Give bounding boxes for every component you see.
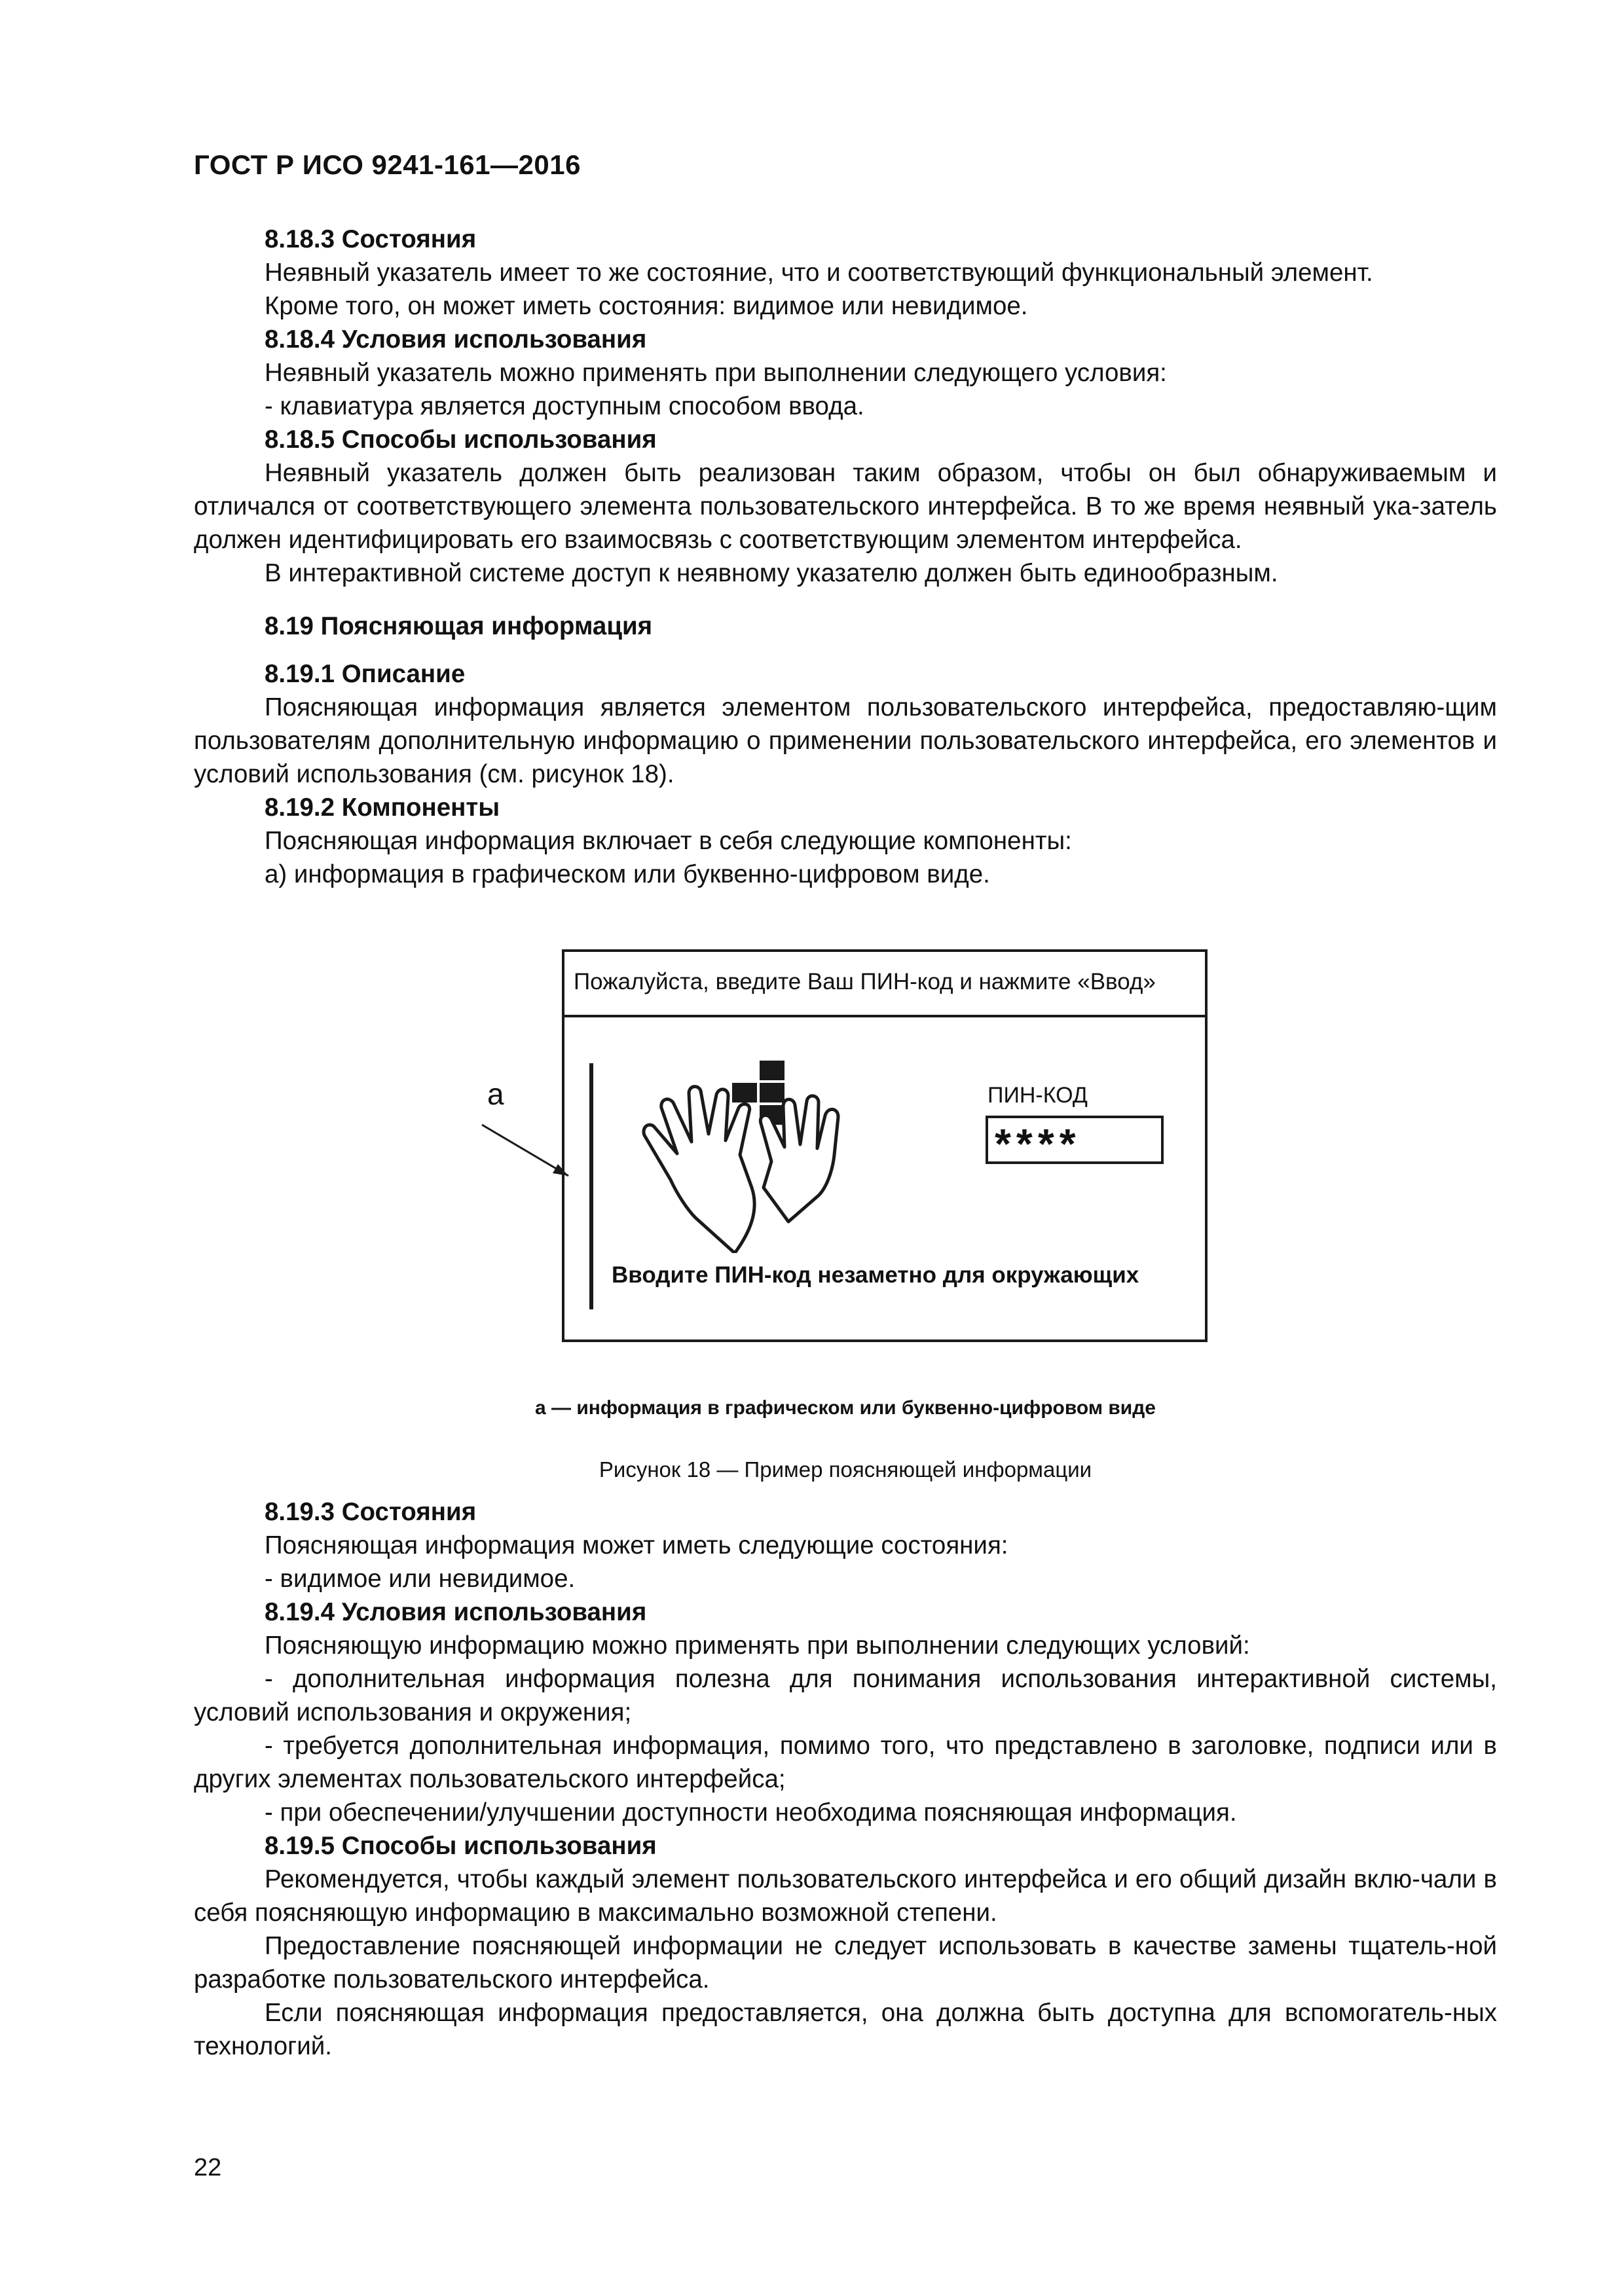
- heading-8-18-5: 8.18.5 Способы использования: [265, 426, 657, 454]
- paragraph: Неявный указатель можно применять при выполнении следующего условия:: [265, 359, 1167, 387]
- list-item: - при обеспечении/улучшении доступности необходима поясняющая информация.: [265, 1798, 1237, 1827]
- body-upper: [194, 223, 1497, 891]
- figure-caption: Рисунок 18 — Пример поясняющей информации: [599, 1457, 1092, 1482]
- heading-8-18-4: 8.18.4 Условия использования: [265, 325, 647, 354]
- list-item: - видимое или невидимое.: [265, 1565, 576, 1593]
- paragraph: В интерактивной системе доступ к неявному указателю должен быть единообразным.: [265, 559, 1278, 587]
- explanatory-hint: Вводите ПИН-код незаметно для окружающих: [612, 1262, 1139, 1288]
- paragraph: Поясняющая информация является элементом пользовательского интерфейса, предоставляю-щим пользователям дополнительную информацию о применении пользовательского интерфейса, его элементов и условий использования (см. рисунок 18).: [194, 693, 1497, 788]
- figure-18: [194, 917, 1497, 1506]
- paragraph: Предоставление поясняющей информации не следует использовать в качестве замены тщатель-ной разработке пользовательского интерфейса.: [194, 1932, 1497, 1994]
- paragraph: Неявный указатель имеет то же состояние, что и соответствующий функциональный элемент.: [265, 259, 1373, 287]
- list-item: а) информация в графическом или буквенно-цифровом виде.: [265, 860, 990, 888]
- list-item: - дополнительная информация полезна для понимания использования интерактивной системы, условий использования и окружения;: [194, 1665, 1497, 1726]
- pin-label: ПИН-КОД: [987, 1083, 1088, 1108]
- info-marker-bar: [589, 1063, 596, 1312]
- heading-8-19-3: 8.19.3 Состояния: [265, 1498, 477, 1526]
- heading-8-19-1: 8.19.1 Описание: [265, 660, 466, 688]
- paragraph: Поясняющая информация включает в себя следующие компоненты:: [265, 827, 1072, 855]
- paragraph: Если поясняющая информация предоставляется, она должна быть доступна для вспомогатель-ных технологий.: [194, 1999, 1497, 2060]
- paragraph: Неявный указатель должен быть реализован таким образом, чтобы он был обнаруживаемым и отличался от соответствующего элемента пользовательского интерфейса. В то же время неявный ука-затель должен идентифицировать его взаимосвязь с соответствующим элементом интерфейса.: [194, 459, 1497, 554]
- heading-8-19-2: 8.19.2 Компоненты: [265, 793, 500, 822]
- list-item: - клавиатура является доступным способом ввода.: [265, 392, 864, 420]
- screen-prompt: Пожалуйста, введите Ваш ПИН-код и нажмите «Ввод»: [574, 969, 1156, 994]
- screen-prompt-bar: [564, 952, 1205, 1017]
- paragraph: Рекомендуется, чтобы каждый элемент пользовательского интерфейса и его общий дизайн вклю-чали в себя поясняющую информацию в максимально возможной степени.: [194, 1865, 1497, 1927]
- document-code-header: ГОСТ Р ИСО 9241-161—2016: [194, 149, 581, 180]
- heading-8-19-4: 8.19.4 Условия использования: [265, 1598, 647, 1626]
- pin-entry-screen: [562, 949, 1208, 1342]
- list-item: - требуется дополнительная информация, помимо того, что представлено в заголовке, подписи или в других элементах пользовательского интерфейса;: [194, 1732, 1497, 1793]
- paragraph: Поясняющую информацию можно применять при выполнении следующих условий:: [265, 1631, 1250, 1660]
- body-lower: [194, 1495, 1497, 2063]
- paragraph: Кроме того, он может иметь состояния: видимое или невидимое.: [265, 292, 1028, 320]
- figure-legend: а — информация в графическом или буквенно-цифровом виде: [535, 1397, 1156, 1419]
- hands-covering-keypad-icon: [637, 1057, 846, 1253]
- heading-8-18-3: 8.18.3 Состояния: [265, 225, 477, 253]
- pin-input-value: ****: [995, 1120, 1081, 1167]
- pin-input[interactable]: [986, 1116, 1164, 1167]
- heading-8-19-5: 8.19.5 Способы использования: [265, 1832, 657, 1860]
- heading-8-19: 8.19 Поясняющая информация: [265, 612, 653, 640]
- page-number: 22: [194, 2154, 222, 2181]
- figure-label-a: а: [487, 1077, 504, 1111]
- paragraph: Поясняющая информация может иметь следующие состояния:: [265, 1531, 1008, 1559]
